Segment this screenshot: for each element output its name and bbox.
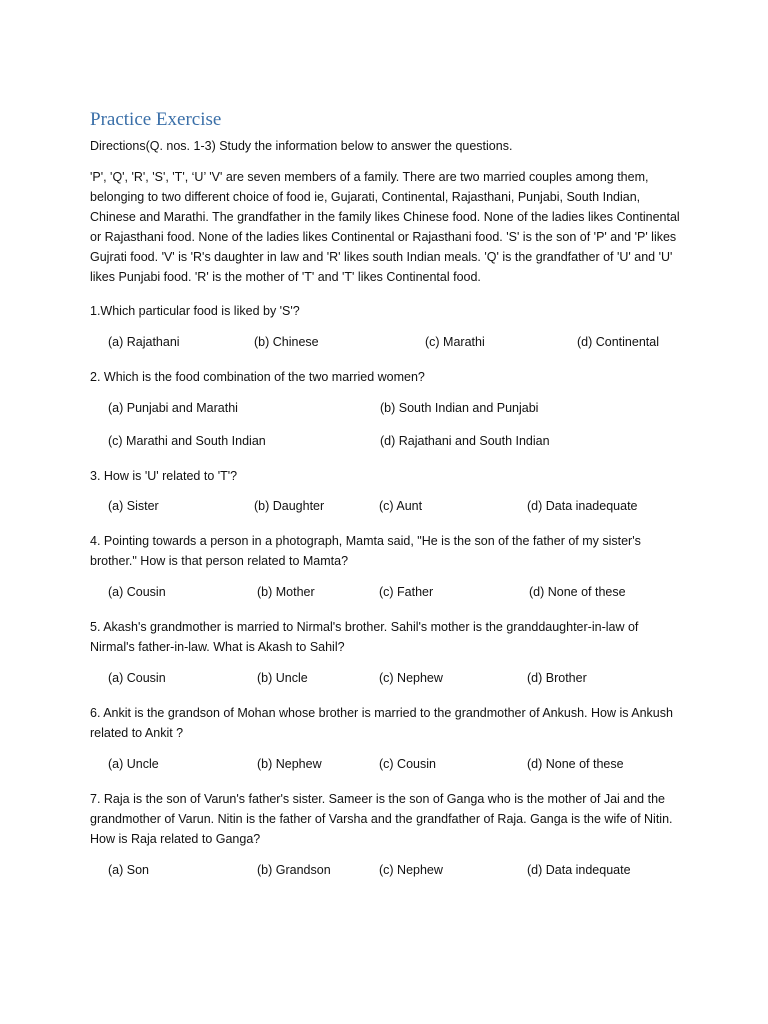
q6-option-a: (a) Uncle	[108, 757, 159, 771]
page-title: Practice Exercise	[90, 109, 222, 130]
q4-option-a: (a) Cousin	[108, 585, 166, 599]
q5-option-a: (a) Cousin	[108, 671, 166, 685]
q2-option-a: (a) Punjabi and Marathi	[108, 401, 238, 415]
q7-option-a: (a) Son	[108, 863, 149, 877]
q5-option-b: (b) Uncle	[257, 671, 308, 685]
q5-option-c: (c) Nephew	[379, 671, 443, 685]
q5-option-d: (d) Brother	[527, 671, 587, 685]
q3-option-b: (b) Daughter	[254, 499, 325, 513]
question-3: 3. How is 'U' related to 'T'?	[90, 469, 238, 483]
q1-option-a: (a) Rajathani	[108, 335, 180, 349]
q6-option-c: (c) Cousin	[379, 757, 436, 771]
q1-option-b: (b) Chinese	[254, 335, 319, 349]
q1-option-d: (d) Continental	[577, 335, 659, 349]
q3-option-a: (a) Sister	[108, 499, 159, 513]
question-4: 4. Pointing towards a person in a photograph, Mamta said, "He is the son of the father of my sister's brother." How is that person related to Mamta?	[90, 534, 641, 568]
q7-option-b: (b) Grandson	[257, 863, 331, 877]
q7-option-c: (c) Nephew	[379, 863, 443, 877]
question-6: 6. Ankit is the grandson of Mohan whose brother is married to the grandmother of Ankush. How is Ankush related to Ankit ?	[90, 706, 673, 740]
q2-option-b: (b) South Indian and Punjabi	[380, 401, 539, 415]
question-7: 7. Raja is the son of Varun's father's sister. Sameer is the son of Ganga who is the mother of Jai and the grandmother of Varun. Nitin is the father of Varsha and the grandfather of Raja. Ganga is the wife of Nitin. How is Raja related to Ganga?	[90, 792, 673, 846]
q6-option-b: (b) Nephew	[257, 757, 322, 771]
question-1: 1.Which particular food is liked by 'S'?	[90, 304, 300, 318]
q3-option-c: (c) Aunt	[379, 499, 423, 513]
q3-option-d: (d) Data inadequate	[527, 499, 638, 513]
q4-option-b: (b) Mother	[257, 585, 315, 599]
question-2: 2. Which is the food combination of the two married women?	[90, 370, 425, 384]
q2-option-d: (d) Rajathani and South Indian	[380, 434, 550, 448]
q6-option-d: (d) None of these	[527, 757, 624, 771]
directions: Directions(Q. nos. 1-3) Study the information below to answer the questions.	[90, 139, 513, 153]
q1-option-c: (c) Marathi	[425, 335, 485, 349]
q4-option-c: (c) Father	[379, 585, 434, 599]
question-5: 5. Akash's grandmother is married to Nirmal's brother. Sahil's mother is the granddaughter-in-law of Nirmal's father-in-law. What is Akash to Sahil?	[90, 620, 639, 654]
q4-option-d: (d) None of these	[529, 585, 626, 599]
q7-option-d: (d) Data indequate	[527, 863, 631, 877]
q2-option-c: (c) Marathi and South Indian	[108, 434, 266, 448]
passage: 'P', 'Q', 'R', 'S', 'T', ‘U’ 'V' are seven members of a family. There are two married couples among them, belonging to two different choice of food ie, Gujarati, Continental, Rajasthani, Punjabi, South Indian, Chinese and Marathi. The grandfather in the family likes Chinese food. None of the ladies likes Continental or Rajasthani food. None of the ladies likes Continental or Rajasthani food. 'S' is the son of 'P' and 'P' likes Gujrati food. 'V' is 'R's daughter in law and 'R' likes south Indian meals. 'Q' is the grandfather of 'U' and 'U' likes Punjabi food. 'R' is the mother of 'T' and 'T' likes Continental food.	[90, 170, 680, 284]
